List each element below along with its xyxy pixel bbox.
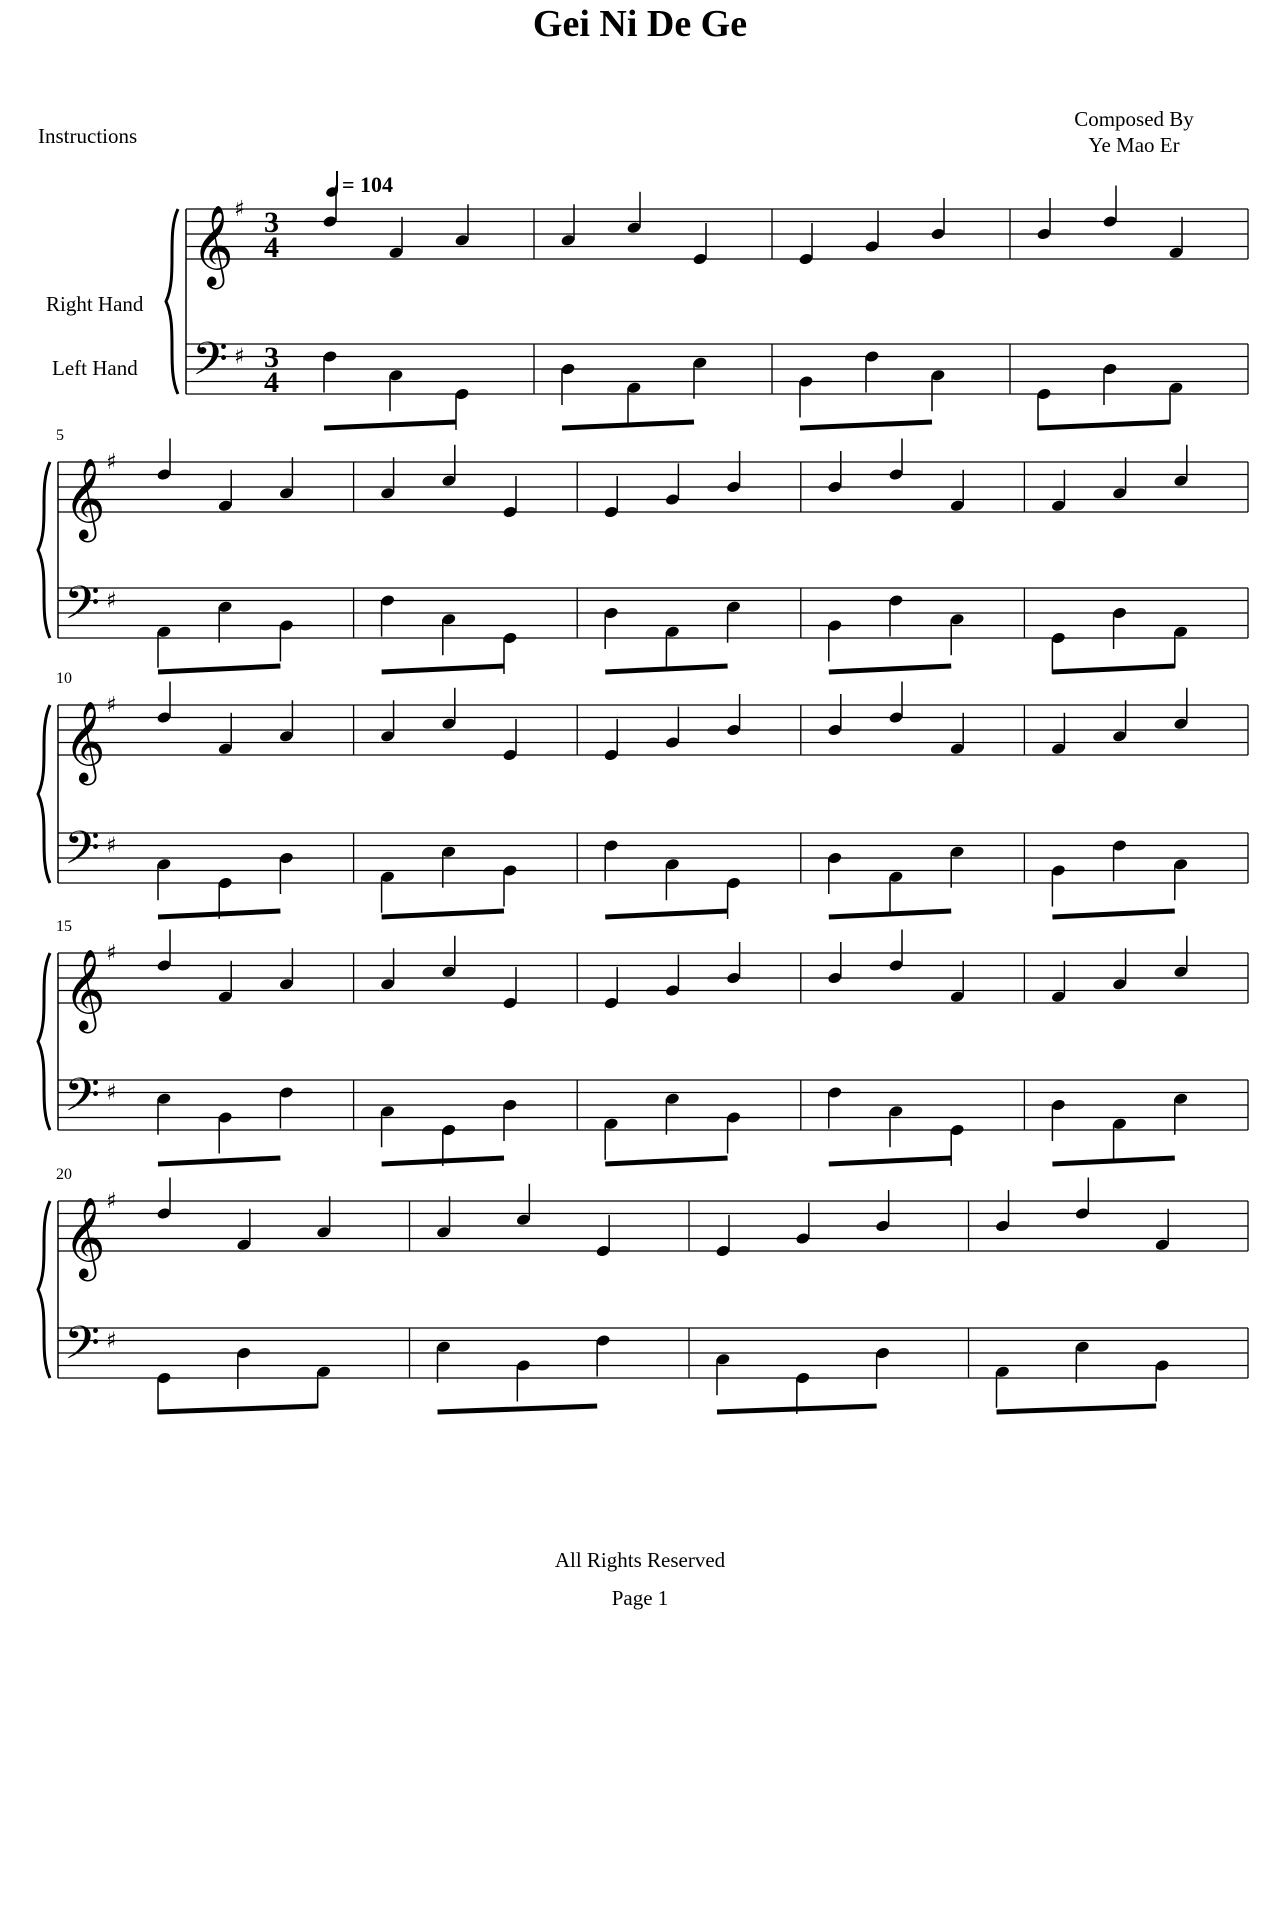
bass-time-signature-top: 3 [264,341,279,374]
beam [382,666,504,672]
beam [605,666,727,672]
brace-icon [38,705,50,883]
score-title: Gei Ni De Ge [532,3,748,45]
beam [997,1406,1157,1412]
bass-clef-icon: 𝄢 [64,1068,101,1134]
beam [829,1158,951,1164]
beam [800,422,932,428]
treble-clef-icon: 𝄞 [64,948,106,1030]
instructions-label: Instructions [38,124,138,148]
sharp-icon: ♯ [106,1189,117,1214]
brace-icon [38,462,50,638]
treble-clef-icon: 𝄞 [192,204,234,286]
treble-time-signature-bottom: 4 [264,231,279,264]
beam [1052,1158,1174,1164]
brace-icon [38,953,50,1130]
beam [158,911,280,917]
sharp-icon: ♯ [106,1080,117,1106]
beam [382,1158,504,1164]
sharp-icon: ♯ [106,941,117,966]
beam [717,1406,877,1412]
beam [605,911,727,917]
sharp-icon: ♯ [106,588,117,614]
sharp-icon: ♯ [106,833,117,859]
measure-number: 20 [56,1166,72,1183]
bass-clef-icon: 𝄢 [192,332,229,398]
sharp-icon: ♯ [106,1328,117,1354]
measure-number: 5 [56,427,64,444]
bass-clef-icon: 𝄢 [64,576,101,642]
beam [158,1158,280,1164]
treble-clef-icon: 𝄞 [64,1196,106,1278]
treble-clef-icon: 𝄞 [64,700,106,782]
beam [382,911,504,917]
brace-icon [38,1201,50,1378]
composer-line-1: Composed By [1074,107,1194,131]
left-hand-label: Left Hand [52,356,138,380]
tempo-value: = 104 [342,172,394,197]
sharp-icon: ♯ [106,693,117,718]
sharp-icon: ♯ [234,344,245,370]
beam [1052,911,1174,917]
beam [605,1158,727,1164]
beam [324,422,456,428]
sharp-icon: ♯ [234,197,245,222]
page-number: Page 1 [611,1586,669,1610]
measure-number: 10 [56,670,72,687]
beam [1052,666,1174,672]
brace-icon [166,209,178,394]
sharp-icon: ♯ [106,450,117,475]
bass-clef-icon: 𝄢 [64,1316,101,1382]
beam [158,1406,318,1412]
beam [829,666,951,672]
beam [158,666,280,672]
treble-clef-icon: 𝄞 [64,457,106,539]
rights-notice: All Rights Reserved [554,1548,726,1572]
composer-name: Ye Mao Er [1088,133,1180,157]
measure-number: 15 [56,918,72,935]
beam [562,422,694,428]
bass-time-signature-bottom: 4 [264,366,279,399]
beam [829,911,951,917]
beam [1038,422,1170,428]
bass-clef-icon: 𝄢 [64,821,101,887]
right-hand-label: Right Hand [46,292,144,316]
beam [438,1406,598,1412]
treble-time-signature-top: 3 [264,206,279,239]
